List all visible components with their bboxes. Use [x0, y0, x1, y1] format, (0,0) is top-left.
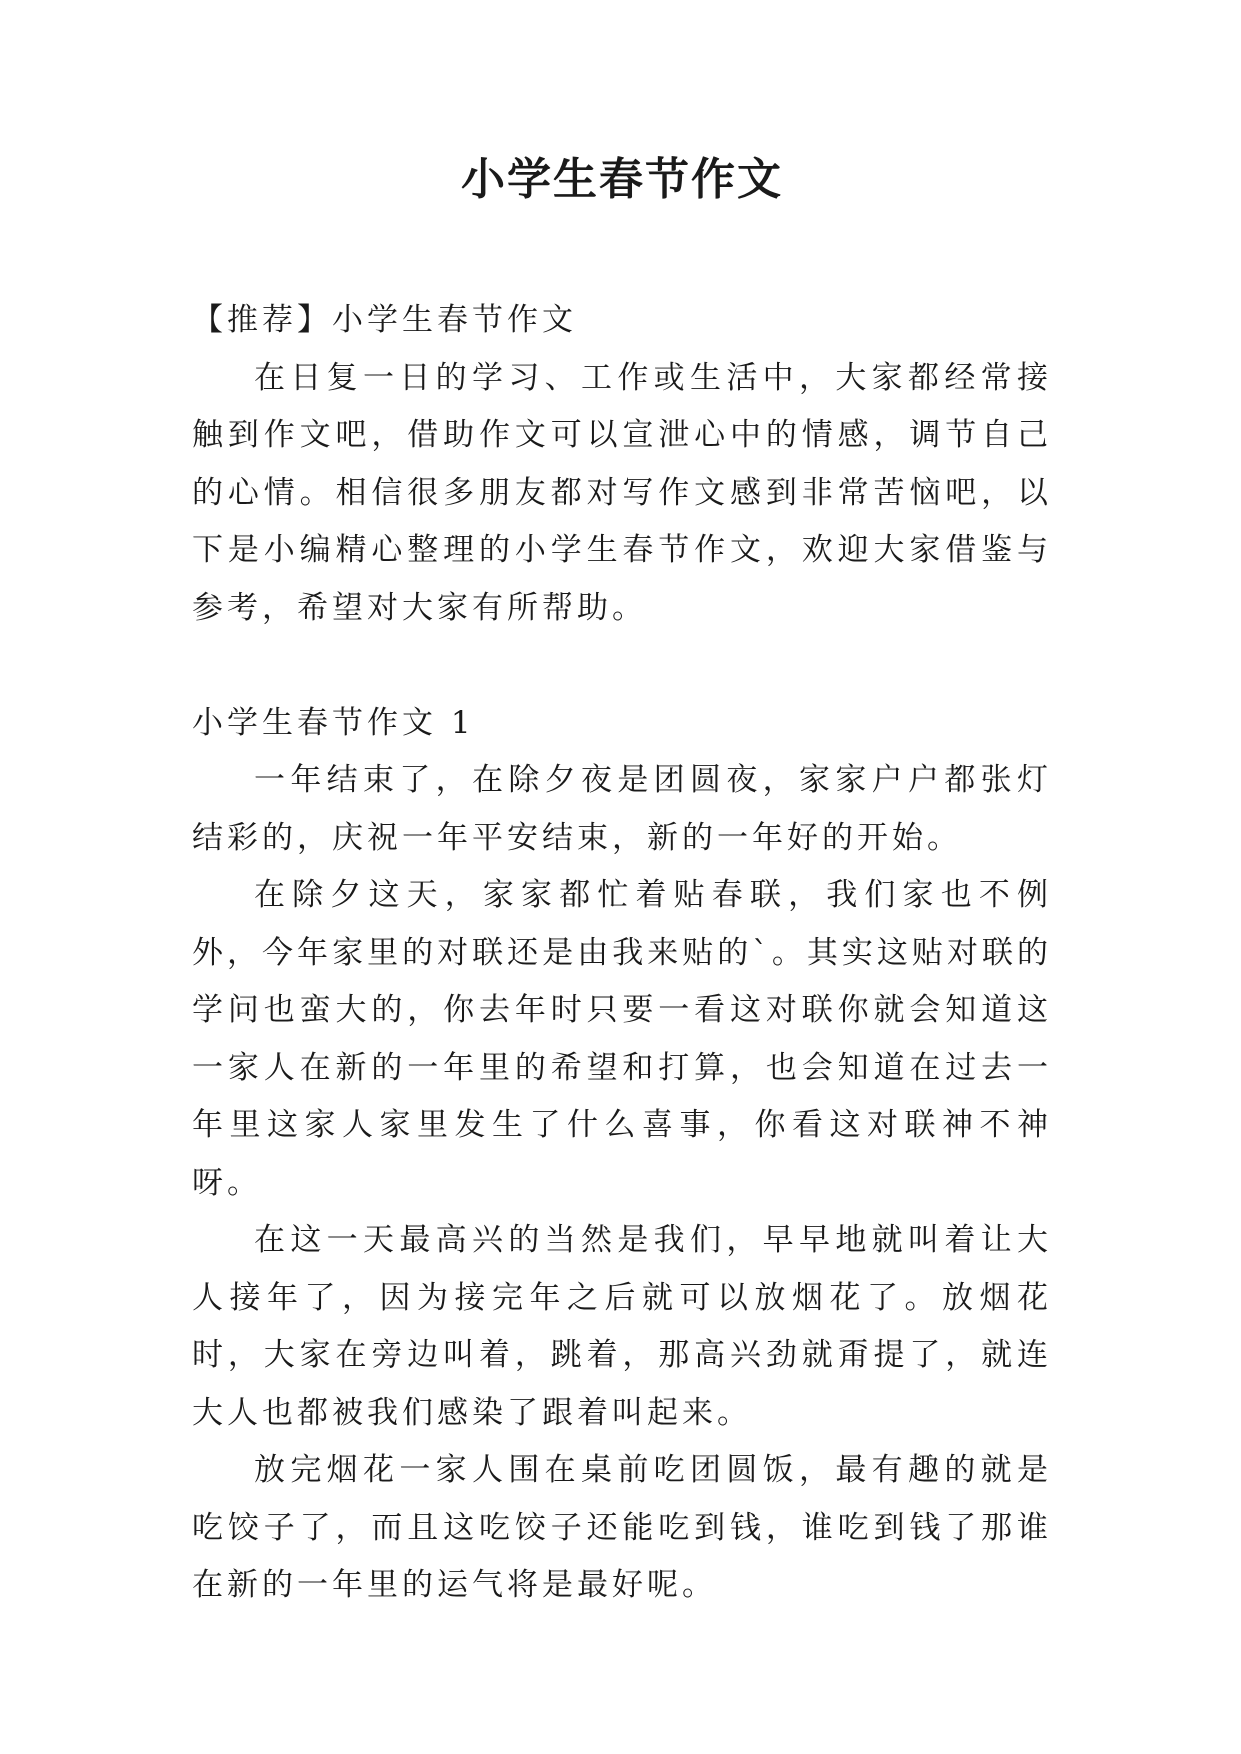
- essay-paragraph: 放完烟花一家人围在桌前吃团圆饭，最有趣的就是吃饺子了，而且这吃饺子还能吃到钱，谁吃到钱了那谁在新的一年里的运气将是最好呢。: [192, 1452, 1052, 1603]
- essay-paragraph: 一年结束了，在除夕夜是团圆夜，家家户户都张灯结彩的，庆祝一年平安结束，新的一年好的开始。: [192, 762, 1052, 856]
- essay-paragraph: 在除夕这天，家家都忙着贴春联，我们家也不例外，今年家里的对联还是由我来贴的`。其实这贴对联的学问也蛮大的，你去年时只要一看这对联你就会知道这一家人在新的一年里的希望和打算，也会知道在过去一年里这家人家里发生了什么喜事，你看这对联神不神呀。: [192, 877, 1052, 1201]
- section-spacer: [192, 637, 1052, 695]
- document-page: [192, 0, 1052, 1754]
- essay-paragraph: 在这一天最高兴的当然是我们，早早地就叫着让大人接年了，因为接完年之后就可以放烟花了。放烟花时，大家在旁边叫着，跳着，那高兴劲就甭提了，就连大人也都被我们感染了跟着叫起来。: [192, 1222, 1052, 1431]
- document-body: [192, 292, 1052, 1615]
- document-title: 小学生春节作文: [461, 154, 783, 205]
- section-heading: 小学生春节作文 1: [192, 704, 475, 741]
- intro-paragraph: 在日复一日的学习、工作或生活中，大家都经常接触到作文吧，借助作文可以宣泄心中的情感，调节自己的心情。相信很多朋友都对写作文感到非常苦恼吧，以下是小编精心整理的小学生春节作文，欢迎大家借鉴与参考，希望对大家有所帮助。: [192, 359, 1052, 626]
- intro-heading: 【推荐】小学生春节作文: [192, 302, 577, 338]
